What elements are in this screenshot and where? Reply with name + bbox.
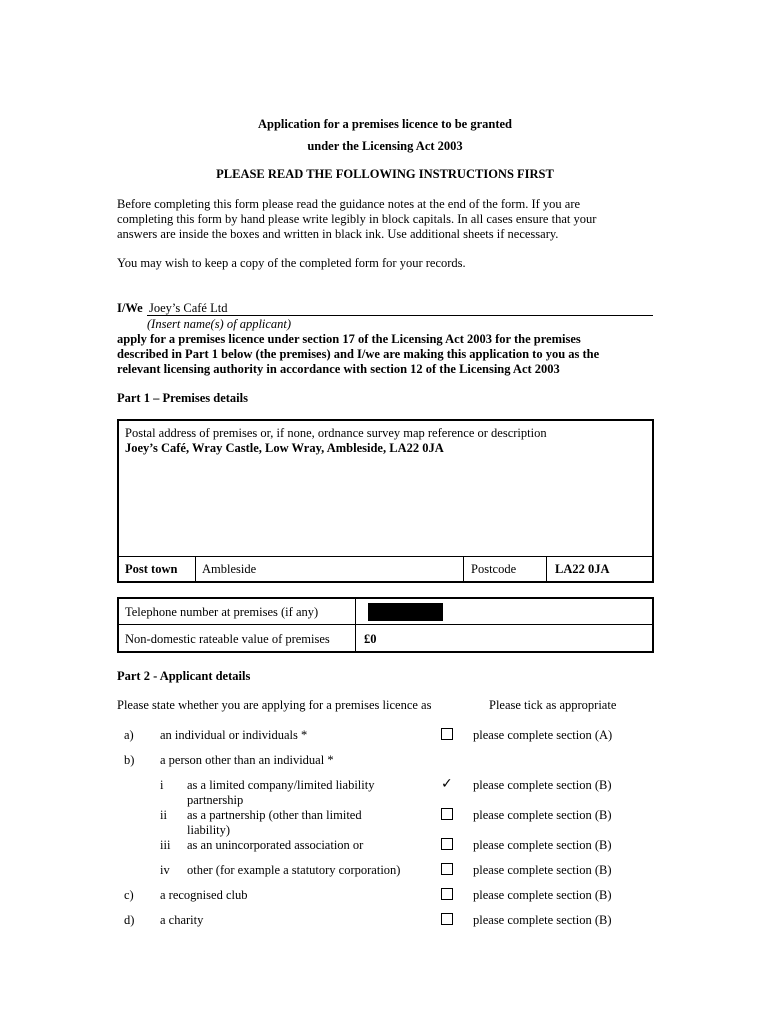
applicant-statement-line2: described in Part 1 below (the premises) and I/we are making this application to you as the xyxy=(117,347,600,361)
divider xyxy=(195,556,196,582)
checkbox-charity[interactable] xyxy=(441,913,453,925)
option-label-non-individual: a person other than an individual * xyxy=(160,753,334,767)
tick-icon[interactable]: ✓ xyxy=(441,776,453,792)
option-label-limited-company: as a limited company/limited liability xyxy=(187,778,375,792)
option-action: please complete section (B) xyxy=(473,838,612,852)
telephone-field-redacted[interactable] xyxy=(368,603,443,621)
applicant-name-hint: (Insert name(s) of applicant) xyxy=(147,317,292,331)
divider xyxy=(546,556,547,582)
option-marker: c) xyxy=(124,888,134,902)
option-action: please complete section (B) xyxy=(473,888,612,902)
option-marker: iv xyxy=(160,863,170,877)
applicant-statement-line1: apply for a premises licence under section 17 of the Licensing Act 2003 for the premises xyxy=(117,332,581,346)
option-action: please complete section (B) xyxy=(473,808,612,822)
tick-header: Please tick as appropriate xyxy=(489,698,617,712)
checkbox-partnership[interactable] xyxy=(441,808,453,820)
option-marker: ii xyxy=(160,808,167,822)
applicant-name-underline xyxy=(147,315,653,316)
applicant-name-field[interactable]: Joey’s Café Ltd xyxy=(149,301,228,315)
checkbox-unincorporated[interactable] xyxy=(441,838,453,850)
form-title-line1: Application for a premises licence to be granted xyxy=(257,117,513,131)
address-row-divider xyxy=(118,556,653,557)
rateable-value-field[interactable]: £0 xyxy=(364,632,377,646)
divider xyxy=(355,598,356,652)
divider xyxy=(118,624,653,625)
option-action: please complete section (B) xyxy=(473,913,612,927)
applicant-label: I/We xyxy=(117,301,143,315)
applicant-type-prompt: Please state whether you are applying for a premises licence as xyxy=(117,698,432,712)
option-label-charity: a charity xyxy=(160,913,204,927)
option-marker: iii xyxy=(160,838,171,852)
option-label-individual: an individual or individuals * xyxy=(160,728,308,742)
part2-heading: Part 2 - Applicant details xyxy=(117,669,251,683)
option-label-partnership-cont: liability) xyxy=(187,823,231,837)
option-action: please complete section (B) xyxy=(473,863,612,877)
intro-line2: completing this form by hand please write legibly in block capitals. In all cases ensure that your xyxy=(117,212,597,226)
postcode-field[interactable]: LA22 0JA xyxy=(555,562,610,576)
instructions-heading: PLEASE READ THE FOLLOWING INSTRUCTIONS FIRST xyxy=(216,167,554,181)
rateable-value-label: Non-domestic rateable value of premises xyxy=(125,632,330,646)
post-town-field[interactable]: Ambleside xyxy=(202,562,257,576)
postcode-label: Postcode xyxy=(471,562,517,576)
checkbox-other[interactable] xyxy=(441,863,453,875)
option-label-partnership: as a partnership (other than limited xyxy=(187,808,362,822)
option-marker: d) xyxy=(124,913,135,927)
option-label-limited-company-cont: partnership xyxy=(187,793,244,807)
form-title-line2: under the Licensing Act 2003 xyxy=(307,139,463,153)
option-label-other: other (for example a statutory corporation) xyxy=(187,863,401,877)
address-label: Postal address of premises or, if none, ordnance survey map reference or description xyxy=(125,426,547,440)
part1-heading: Part 1 – Premises details xyxy=(117,391,248,405)
option-label-unincorporated: as an unincorporated association or xyxy=(187,838,364,852)
intro-line3: answers are inside the boxes and written in black ink. Use additional sheets if necessary. xyxy=(117,227,559,241)
option-marker: b) xyxy=(124,753,135,767)
option-label-club: a recognised club xyxy=(160,888,248,902)
applicant-statement-line3: relevant licensing authority in accordance with section 12 of the Licensing Act 2003 xyxy=(117,362,560,376)
option-marker: a) xyxy=(124,728,134,742)
post-town-label: Post town xyxy=(125,562,178,576)
option-marker: i xyxy=(160,778,164,792)
checkbox-club[interactable] xyxy=(441,888,453,900)
address-field[interactable]: Joey’s Café, Wray Castle, Low Wray, Ambleside, LA22 0JA xyxy=(125,441,444,455)
telephone-label: Telephone number at premises (if any) xyxy=(125,605,319,619)
divider xyxy=(463,556,464,582)
option-action: please complete section (B) xyxy=(473,778,612,792)
option-action: please complete section (A) xyxy=(473,728,613,742)
intro-copy-note: You may wish to keep a copy of the completed form for your records. xyxy=(117,256,466,270)
checkbox-individual[interactable] xyxy=(441,728,453,740)
intro-line1: Before completing this form please read the guidance notes at the end of the form. If you are xyxy=(117,197,581,211)
